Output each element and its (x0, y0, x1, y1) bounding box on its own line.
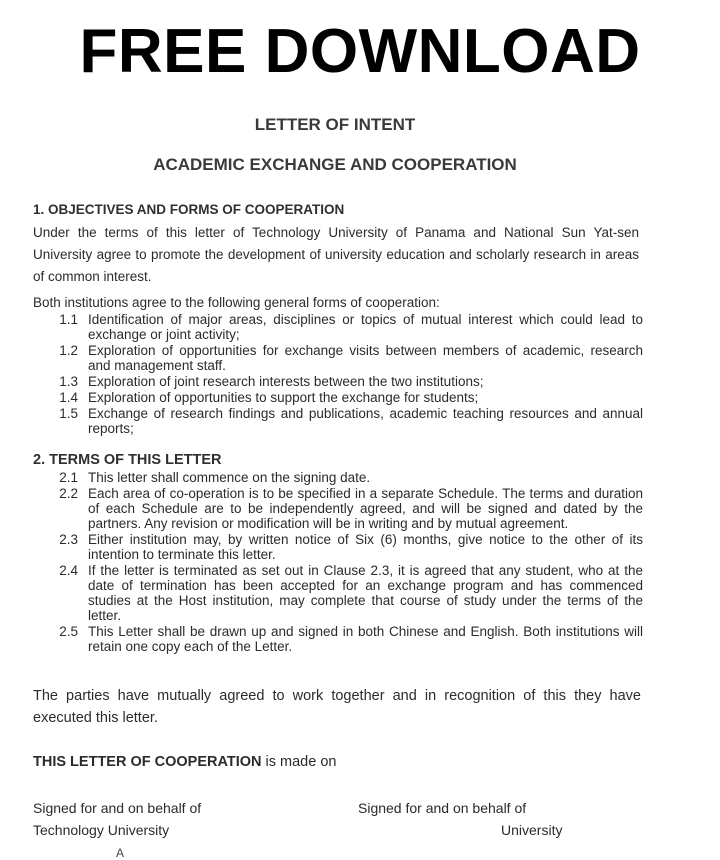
letter-subtitle: ACADEMIC EXCHANGE AND COOPERATION (153, 155, 517, 174)
list-item (33, 470, 643, 485)
section2-heading: 2. TERMS OF THIS LETTER (33, 452, 222, 468)
section2-list (33, 470, 643, 655)
letter-title: LETTER OF INTENT (254, 115, 416, 134)
item-number: 2.5 (59, 624, 78, 639)
section1-heading: 1. OBJECTIVES AND FORMS OF COOPERATION (33, 202, 345, 217)
section1-list (33, 312, 643, 437)
cooperation-rest: is made on (261, 754, 337, 770)
list-item (33, 312, 643, 342)
list-item (33, 563, 643, 623)
section1-lead: Both institutions agree to the following general forms of cooperation: (33, 295, 440, 310)
closing-statement: The parties have mutually agreed to work together and in recognition of this they have executed this letter. (33, 688, 641, 726)
item-text: Exploration of opportunities for exchange visits between members of academic, research and management staff. (88, 343, 643, 373)
signature-institution: Technology University (33, 822, 170, 838)
item-text: If the letter is terminated as set out in Clause 2.3, it is agreed that any student, who at the date of termination has been accepted for an exchange program and has commenced studies at the Host institution, may complete that course of study under the terms of the letter. (88, 563, 643, 623)
item-text: Each area of co-operation is to be specified in a separate Schedule. The terms and duration of each Schedule are to be independently agreed, and will be signed and dated by the partners. Any revision or modification will be in writing and by mutual agreement. (88, 486, 643, 531)
item-number: 2.2 (59, 486, 78, 501)
signature-block-left (33, 797, 201, 841)
item-number: 1.3 (59, 374, 78, 389)
item-text: Exploration of joint research interests between the two institutions; (88, 374, 484, 389)
item-text: Either institution may, by written notice of Six (6) months, give notice to the other of its intention to terminate this letter. (88, 532, 643, 562)
list-item (33, 390, 643, 405)
handwritten-mark: A (116, 846, 125, 860)
item-text: This Letter shall be drawn up and signed in both Chinese and English. Both institutions will retain one copy each of the Letter. (88, 624, 643, 654)
item-number: 2.4 (59, 563, 78, 578)
item-text: Exchange of research findings and publications, academic teaching resources and annual reports; (88, 406, 643, 436)
cooperation-bold: THIS LETTER OF COOPERATION (33, 754, 262, 770)
section1-intro: Under the terms of this letter of Technology University of Panama and National Sun Yat-sen University agree to promote the development of university education and scholarly research in areas of common interest. (33, 225, 639, 284)
list-item (33, 374, 643, 389)
list-item (33, 486, 643, 531)
list-item (33, 343, 643, 373)
signature-label: Signed for and on behalf of (33, 800, 202, 816)
list-item (33, 624, 643, 654)
cooperation-line (33, 754, 336, 770)
item-text: Identification of major areas, disciplines or topics of mutual interest which could lead to exchange or joint activity; (88, 312, 643, 342)
item-number: 1.4 (59, 390, 78, 405)
item-number: 1.1 (59, 312, 78, 327)
signature-label: Signed for and on behalf of (358, 800, 527, 816)
signature-block-right (358, 797, 562, 841)
signature-institution: University (501, 822, 563, 838)
free-download-banner: FREE DOWNLOAD (79, 17, 641, 86)
item-text: This letter shall commence on the signing date. (88, 470, 371, 485)
item-number: 2.1 (59, 470, 78, 485)
item-number: 1.5 (59, 406, 78, 421)
item-text: Exploration of opportunities to support the exchange for students; (88, 390, 479, 405)
item-number: 1.2 (59, 343, 78, 358)
list-item (33, 406, 643, 436)
list-item (33, 532, 643, 562)
item-number: 2.3 (59, 532, 78, 547)
